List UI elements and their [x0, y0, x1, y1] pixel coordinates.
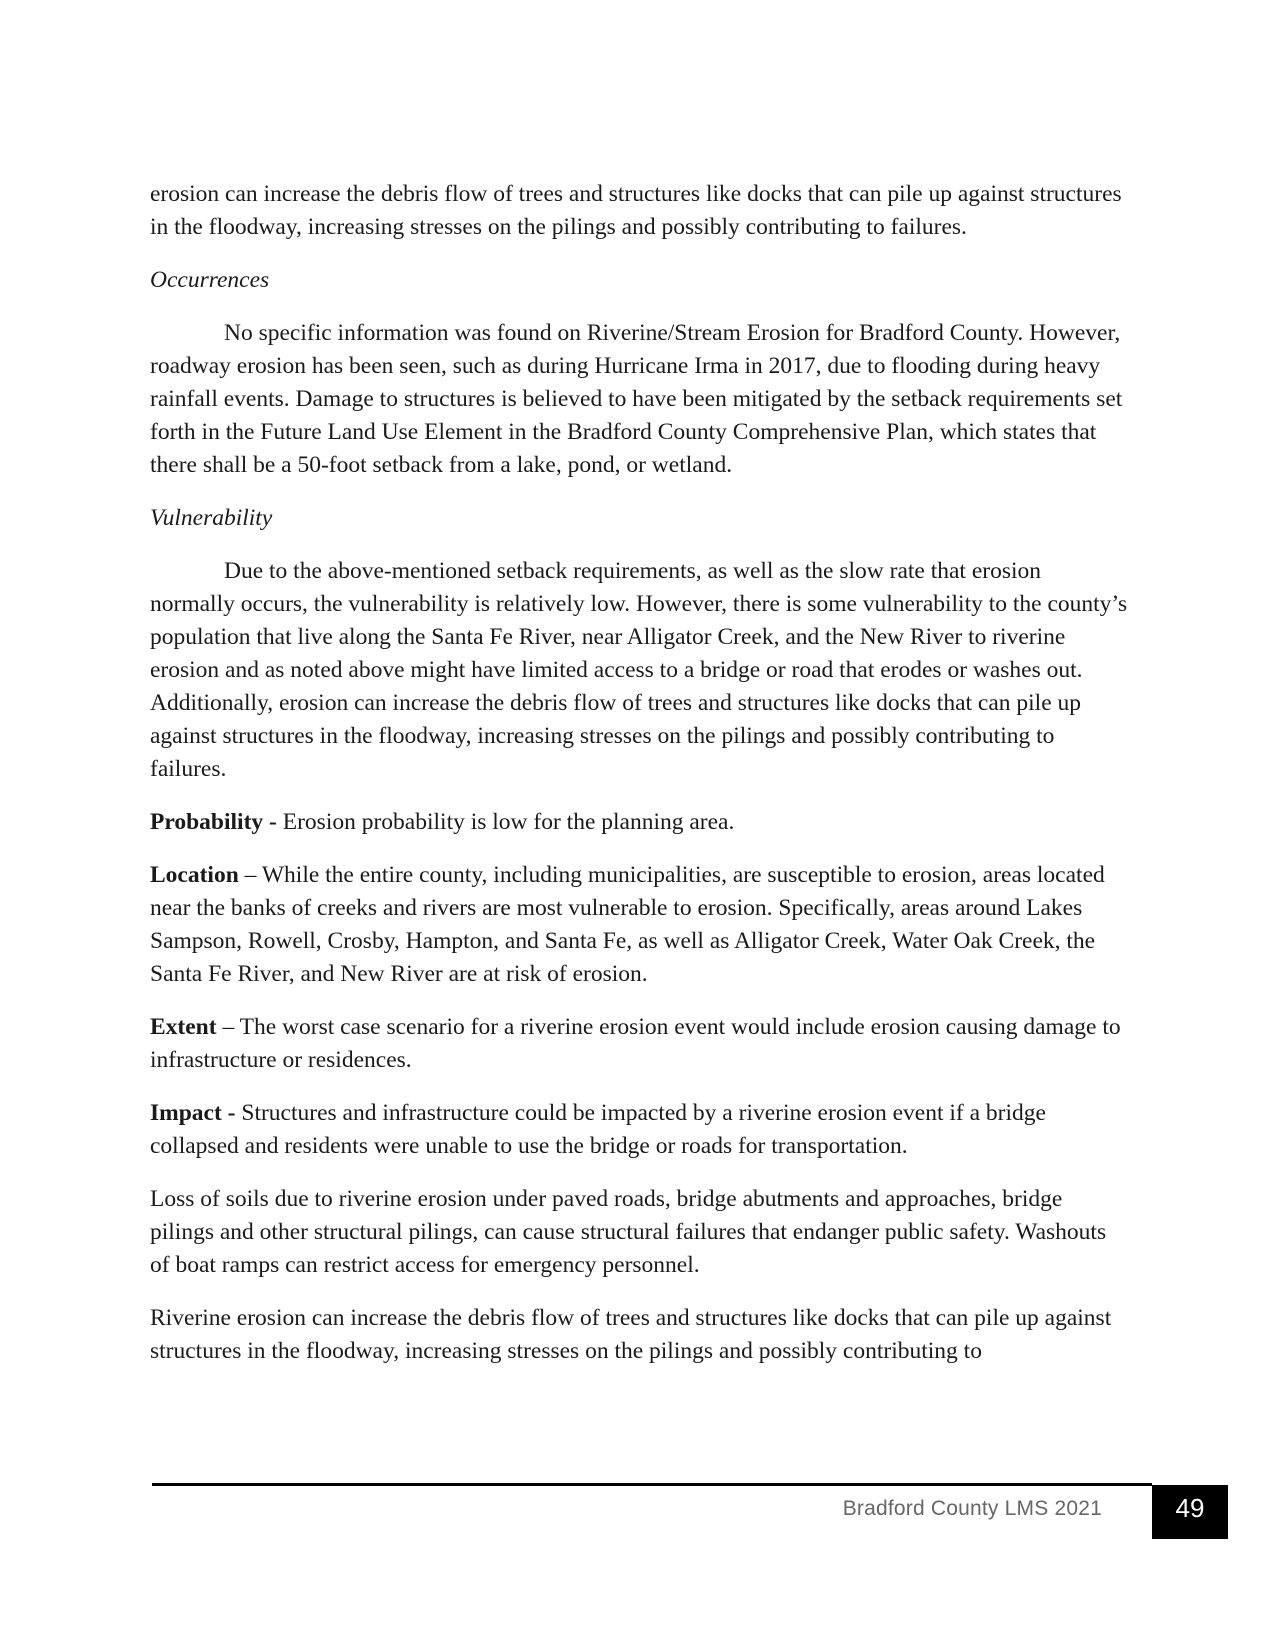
impact-text: Structures and infrastructure could be impacted by a riverine erosion event if a bridge collapsed and residents were unable to use the bridge or roads for transportation.	[150, 1100, 1046, 1159]
continued-paragraph: erosion can increase the debris flow of trees and structures like docks that can pile up against structures in the floodway, increasing stresses on the pilings and possibly contributing to failures.	[150, 181, 1122, 240]
impact-paragraph	[150, 1097, 1130, 1163]
occurrences-heading: Occurrences	[150, 267, 270, 293]
probability-paragraph	[150, 806, 1130, 839]
occurrences-paragraph: No specific information was found on Riverine/Stream Erosion for Bradford County. However, roadway erosion has been seen, such as during Hurricane Irma in 2017, due to flooding during heavy rainfall events. Damage to structures is believed to have been mitigated by the setback requirements set forth in the Future Land Use Element in the Bradford County Comprehensive Plan, which states that there shall be a 50-foot setback from a lake, pond, or wetland.	[150, 320, 1123, 478]
extent-paragraph	[150, 1011, 1130, 1077]
document-body	[150, 178, 1130, 1388]
location-label: Location	[150, 862, 239, 888]
page-number: 49	[1175, 1493, 1205, 1523]
soils-paragraph: Loss of soils due to riverine erosion under paved roads, bridge abutments and approaches, bridge pilings and other structural pilings, can cause structural failures that endanger public safety. Washouts of boat ramps can restrict access for emergency personnel.	[150, 1186, 1107, 1278]
vulnerability-heading: Vulnerability	[150, 505, 273, 531]
extent-text: – The worst case scenario for a riverine erosion event would include erosion causing damage to infrastructure or residences.	[150, 1014, 1121, 1073]
location-text: – While the entire county, including municipalities, are susceptible to erosion, areas located near the banks of creeks and rivers are most vulnerable to erosion. Specifically, areas around Lakes Sampson, Rowell, Crosby, Hampton, and Santa Fe, as well as Alligator Creek, Water Oak Creek, the Santa Fe River, and New River are at risk of erosion.	[150, 862, 1105, 987]
footer-document-title: Bradford County LMS 2021	[842, 1497, 1102, 1520]
footer-divider	[152, 1483, 1152, 1486]
page-number-badge	[1152, 1485, 1228, 1539]
probability-text: Erosion probability is low for the planning area.	[276, 809, 735, 835]
probability-label: Probability -	[150, 809, 277, 835]
vulnerability-paragraph: Due to the above-mentioned setback requirements, as well as the slow rate that erosion normally occurs, the vulnerability is relatively low. However, there is some vulnerability to the county’s population that live along the Santa Fe River, near Alligator Creek, and the New River to riverine erosion and as noted above might have limited access to a bridge or road that erodes or washes out. Additionally, erosion can increase the debris flow of trees and structures like docks that can pile up against structures in the floodway, increasing stresses on the pilings and possibly contributing to failures.	[150, 558, 1128, 782]
impact-label: Impact -	[150, 1100, 236, 1126]
debris-paragraph: Riverine erosion can increase the debris flow of trees and structures like docks that can pile up against structures in the floodway, increasing stresses on the pilings and possibly contributing to	[150, 1305, 1112, 1364]
extent-label: Extent	[150, 1014, 217, 1040]
location-paragraph	[150, 859, 1130, 991]
